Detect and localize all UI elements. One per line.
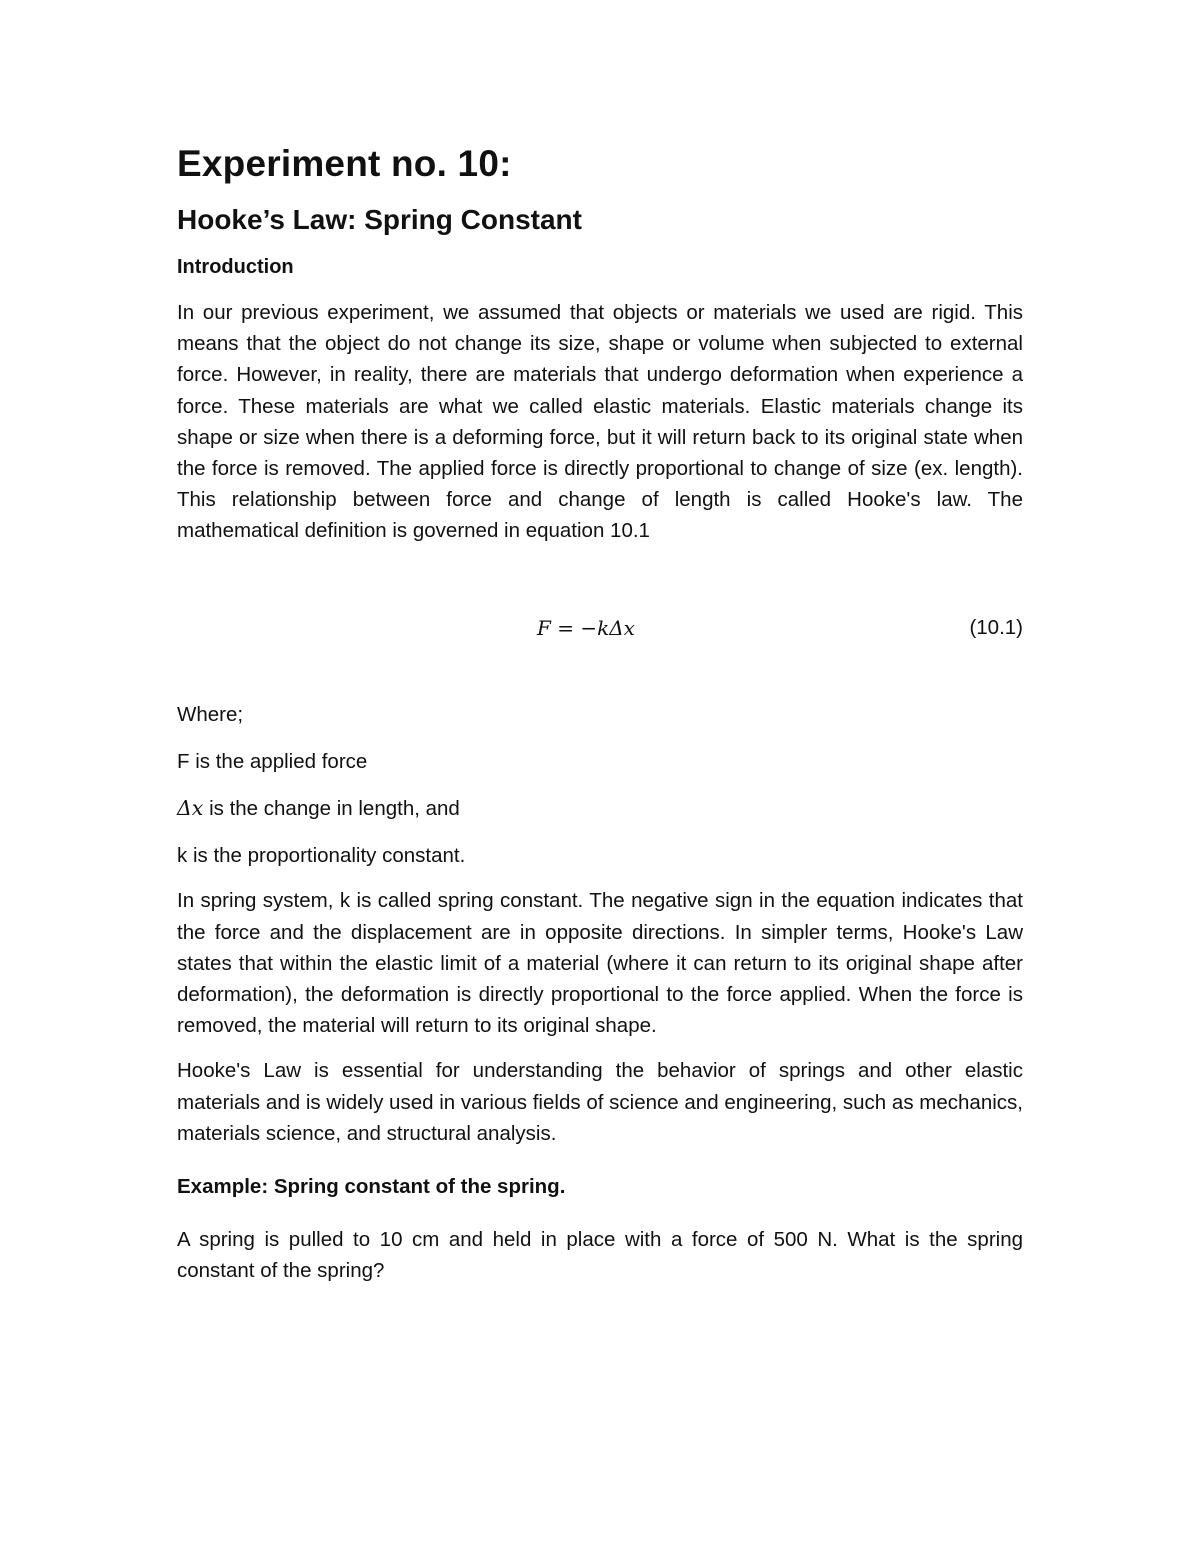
equation-row [177, 611, 1023, 645]
intro-paragraph: In our previous experiment, we assumed that objects or materials we used are rigid. This means that the object do not change its size, shape or volume when subjected to external force. However, in reality, there are materials that undergo deformation when experience a force. These materials are what we called elastic materials. Elastic materials change its shape or size when there is a deforming force, but it will return back to its original state when the force is removed. The applied force is directly proportional to change of size (ex. length). This relationship between force and change of length is called Hooke's law. The mathematical definition is governed in equation 10.1 [177, 301, 1023, 543]
document-page [177, 140, 1023, 1286]
definition-delta-x [177, 793, 1023, 824]
equation-number: (10.1) [969, 615, 1023, 639]
definition-delta-x-text: is the change in length, and [203, 797, 460, 821]
applications-paragraph: Hooke's Law is essential for understanding the behavior of springs and other elastic materials and is widely used in various fields of science and engineering, such as mechanics, materials science, and structural analysis. [177, 1059, 1023, 1145]
definition-force: F is the applied force [177, 749, 368, 773]
hookes-law-equation: F = −kΔx [537, 615, 635, 640]
spring-constant-paragraph: In spring system, k is called spring constant. The negative sign in the equation indicates that the force and the displacement are in opposite directions. In simpler terms, Hooke's Law states that within the elastic limit of a material (where it can return to its original shape after deformation), the deformation is directly proportional to the force applied. When the force is removed, the material will return to its original shape. [177, 889, 1023, 1038]
page-title: Experiment no. 10: [177, 143, 512, 184]
delta-x-symbol: Δx [177, 796, 204, 821]
section-heading-introduction: Introduction [177, 256, 294, 278]
where-label: Where; [177, 702, 244, 726]
page-subtitle: Hooke’s Law: Spring Constant [177, 204, 582, 235]
definition-k: k is the proportionality constant. [177, 844, 466, 868]
example-paragraph: A spring is pulled to 10 cm and held in place with a force of 500 N. What is the spring constant of the spring? [177, 1228, 1023, 1283]
example-heading: Example: Spring constant of the spring. [177, 1175, 566, 1199]
